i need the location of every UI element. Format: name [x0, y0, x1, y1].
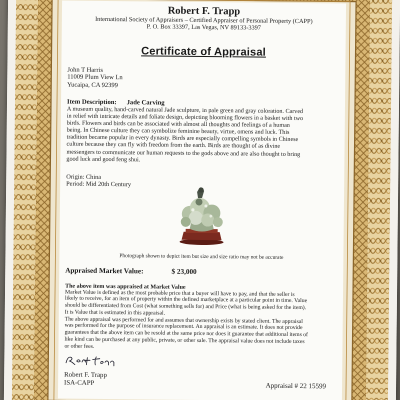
desc-line: culture because they can fly with freedom from the earth. Birds are thought of as divine: [66, 141, 281, 151]
def-line: was performed for the purpose of insurance replacement. An appraisal is an estimate. It does not provide: [64, 322, 303, 332]
def-line: should be differentiated from Cost (what something sells for) and Price (what is being asked for the item).: [64, 302, 307, 312]
desc-line: good luck and good feng shui.: [66, 156, 141, 164]
def-line: The above appraisal was performed for and assumes that ownership exists by stated client. The appraisal: [64, 316, 303, 325]
signer-name: Robert F. Trapp: [64, 371, 107, 380]
signer-title: ISA-CAPP: [64, 379, 95, 388]
handwritten-signature: [64, 354, 126, 368]
certificate-title: Certificate of Appraisal: [141, 45, 267, 59]
client-address: [67, 66, 339, 92]
appraisal-number: Appraisal # 22 15599: [265, 382, 327, 391]
address-line: P. O. Box 33397, Las Vegas, NV 89133-3397: [146, 23, 262, 33]
def-line: like kind can be purchased at any public, private, or other sale. The appraisal value does not include taxes: [64, 336, 305, 345]
desc-line: in relief with intricate details and foliate design, depicting blooming flowers in a basket with two: [66, 113, 304, 122]
client-name: John T Harris: [67, 66, 103, 74]
period-text: Period: Mid 20th Century: [66, 180, 132, 189]
market-value-definition: [64, 289, 337, 353]
desc-line: A museum quality, hand-carved natural Jade sculpture, in pale green and gray coloration. Carved: [66, 106, 304, 115]
photo-disclaimer: Photograph shown to depict item but size and size ratio may not be accurate: [119, 252, 284, 261]
appraised-value-label: Appraised Market Value:: [65, 266, 144, 276]
def-line: Market Value is defined as the most probable price that a buyer will have to pay, and that the seller is: [64, 289, 295, 298]
client-street: 11009 Plum View Ln: [67, 73, 123, 82]
def-line: It is Value that is estimated in this appraisal.: [64, 309, 166, 317]
origin-text: Origin: China: [66, 173, 102, 181]
appraised-value-amount: $ 23,000: [171, 267, 197, 276]
jade-carving-photo: [166, 179, 239, 248]
item-name: Jade Carving: [126, 98, 165, 107]
certificate-sheet: [4, 0, 400, 400]
certificate-body: [58, 1, 346, 400]
appraiser-name-header: Robert F. Trapp: [167, 5, 241, 18]
appraised-value-row: [65, 266, 337, 277]
signature-row: [64, 372, 336, 391]
def-line: likely to receive, for an item of property within the defined marketplace at a particular point in time. Value: [64, 295, 308, 305]
item-description-text: [66, 106, 339, 166]
def-line: guarantees that the above item can be resold at the same price nor does it guarantee that additional items of: [64, 329, 308, 339]
client-city: Yucaipa, CA 92399: [67, 81, 118, 90]
desc-line: birds. Flowers and birds can be associated with almost all thoughts and feelings of a human: [66, 120, 290, 129]
def-line: or other fees.: [64, 343, 95, 350]
desc-line: messengers to communicate our human requests to the gods above and are also thought to bring: [66, 149, 301, 158]
signature-block: [64, 372, 107, 388]
market-value-heading: The above item was appraised at Market Value: [65, 283, 186, 291]
desc-line: being. In Chinese culture they can symbolize feminine beauty, virtue, omens and luck. This: [66, 127, 290, 136]
desc-line: tradition became popular in every dynasty. Birds are especially compelling symbols in Chinese: [66, 134, 299, 144]
society-line: International Society of Appraisers – Certified Appraiser of Personal Property (CAPP): [95, 15, 313, 26]
item-description-label: Item Description:: [66, 98, 117, 106]
